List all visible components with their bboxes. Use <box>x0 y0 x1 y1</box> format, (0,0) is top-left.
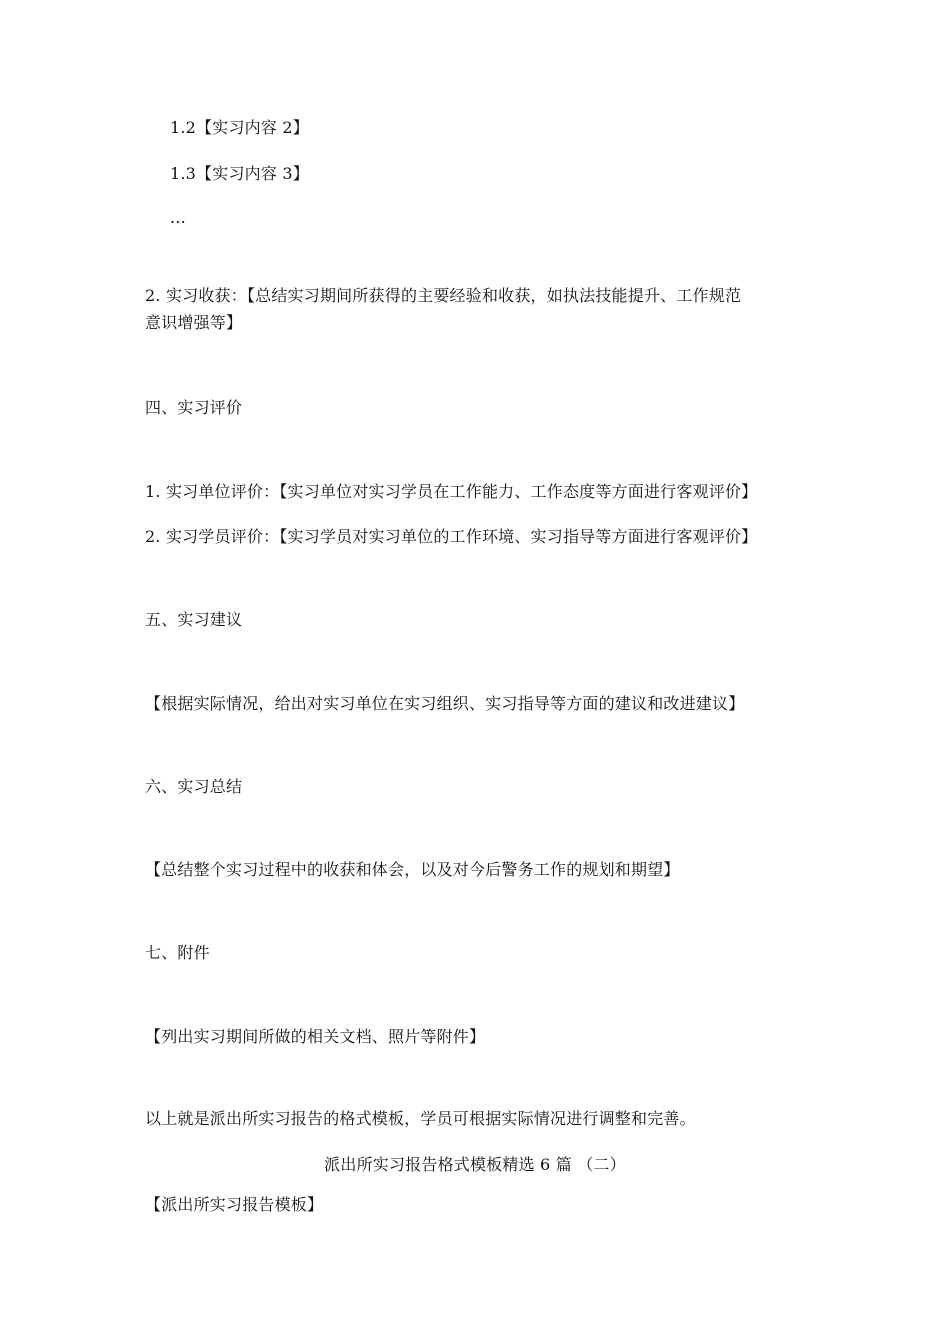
section-heading-suggestions: 五、实习建议 <box>145 610 243 629</box>
attachments-body: 【列出实习期间所做的相关文档、照片等附件】 <box>145 1027 486 1046</box>
list-item-1-2: 1.2【实习内容 2】 <box>170 118 309 137</box>
section-heading-summary: 六、实习总结 <box>145 777 243 796</box>
section-heading-attachments: 七、附件 <box>145 943 210 962</box>
next-article-title: 派出所实习报告格式模板精选 6 篇 （二） <box>324 1155 626 1174</box>
gains-paragraph-line2: 意识增强等】 <box>145 313 243 332</box>
gains-paragraph-line1: 2. 实习收获：【总结实习期间所获得的主要经验和收获，如执法技能提升、工作规范 <box>145 286 742 305</box>
evaluation-unit: 1. 实习单位评价：【实习单位对实习学员在工作能力、工作态度等方面进行客观评价】 <box>145 482 758 501</box>
closing-paragraph: 以上就是派出所实习报告的格式模板，学员可根据实际情况进行调整和完善。 <box>145 1109 696 1128</box>
list-item-1-3: 1.3【实习内容 3】 <box>170 164 309 183</box>
suggestions-body: 【根据实际情况，给出对实习单位在实习组织、实习指导等方面的建议和改进建议】 <box>145 694 745 713</box>
list-ellipsis: ... <box>170 208 186 227</box>
section-heading-evaluation: 四、实习评价 <box>145 398 243 417</box>
next-article-heading: 【派出所实习报告模板】 <box>145 1195 324 1214</box>
evaluation-student: 2. 实习学员评价：【实习学员对实习单位的工作环境、实习指导等方面进行客观评价】 <box>145 527 758 546</box>
summary-body: 【总结整个实习过程中的收获和体会，以及对今后警务工作的规划和期望】 <box>145 860 680 879</box>
